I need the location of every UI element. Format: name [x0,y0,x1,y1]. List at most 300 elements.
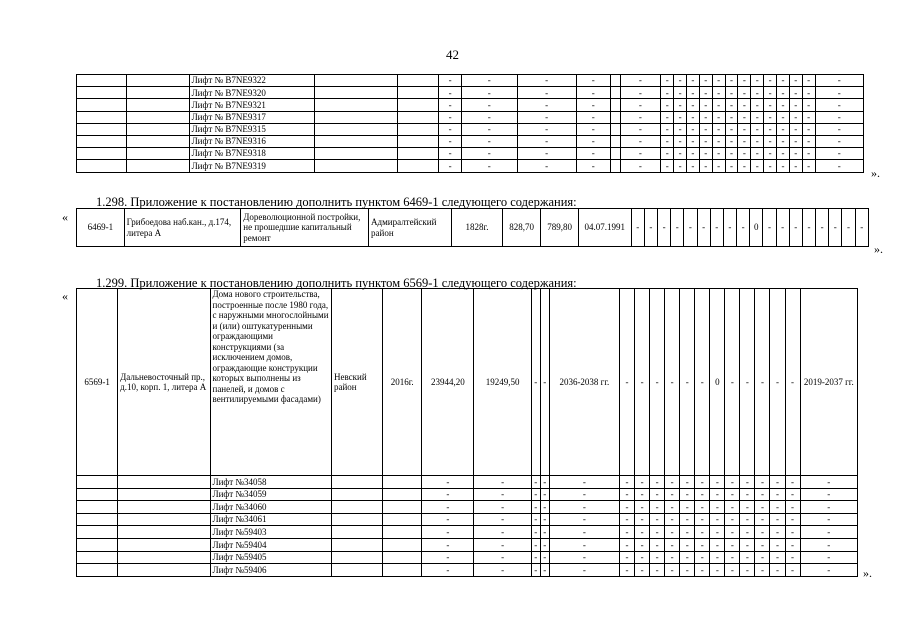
dash-cell: - [695,564,710,577]
dash-cell: - [474,501,531,514]
empty-cell [397,87,439,99]
empty-cell [127,99,189,111]
dash-cell: - [687,160,700,172]
district: Невский район [331,289,382,476]
dash-cell: - [540,501,549,514]
dash-cell: - [738,123,751,135]
dash-cell: - [661,148,674,160]
dash-cell: - [695,488,710,501]
elevator-row [77,123,864,135]
dash-cell: - [738,111,751,123]
empty-cell [315,135,398,147]
dash-cell: - [777,99,790,111]
empty-cell [77,513,118,526]
empty-cell [397,99,439,111]
dash-cell: - [680,476,695,489]
dash-cell: - [650,488,665,501]
dash-cell: - [671,209,684,247]
dash-cell: - [755,564,770,577]
dash-cell: - [650,526,665,539]
dash-cell: - [740,513,755,526]
elevator-label: Лифт №34059 [210,488,331,501]
empty-cell [118,538,210,551]
empty-cell [118,488,210,501]
empty-cell [77,476,118,489]
record-table-6469 [76,208,869,247]
dash-cell: - [712,75,725,87]
dash-cell: - [764,135,777,147]
elevator-row [77,564,858,577]
area-living: 789,80 [541,209,579,247]
dash-cell: - [789,123,802,135]
dash-cell: - [650,476,665,489]
dash-cell: - [755,488,770,501]
dash-cell: - [665,551,680,564]
dash-cell: - [680,538,695,551]
dash-cell: - [785,538,800,551]
dash-cell: - [738,87,751,99]
dash-cell: - [665,538,680,551]
dash-cell: - [842,209,855,247]
empty-cell [118,551,210,564]
dash-cell: - [725,501,740,514]
elevator-label: Лифт № B7NE9322 [189,75,314,87]
empty-cell [118,513,210,526]
dash-cell: - [540,538,549,551]
elevator-row [77,476,858,489]
dash-cell: - [620,148,661,160]
dash-cell: - [725,99,738,111]
dash-cell: - [710,209,723,247]
elevator-row [77,551,858,564]
dash-cell: - [755,289,770,476]
dash-cell: - [661,75,674,87]
dash-cell: - [620,75,661,87]
dash-cell: - [687,148,700,160]
dash-cell: - [439,87,462,99]
dash-cell: - [712,135,725,147]
dash-cell: - [674,135,687,147]
empty-cell [118,564,210,577]
elevator-row [77,135,864,147]
dash-cell: - [785,476,800,489]
dash-cell: - [725,123,738,135]
dash-cell: - [789,75,802,87]
dash-cell: - [674,160,687,172]
dash-cell: - [439,75,462,87]
elevator-row [77,87,864,99]
dash-cell: - [644,209,657,247]
dash-cell: - [620,123,661,135]
dash-cell: - [661,135,674,147]
dash-cell: - [531,488,540,501]
dash-cell: - [684,209,697,247]
close-quote-top: ». [871,166,880,180]
dash-cell: - [461,135,517,147]
empty-cell [315,111,398,123]
dash-cell: - [710,551,725,564]
row-number: 6569-1 [77,289,118,476]
empty-cell [331,513,382,526]
empty-cell [610,111,620,123]
dash-cell: - [710,526,725,539]
dash-cell: - [710,538,725,551]
dash-cell: - [620,160,661,172]
dash-cell: - [695,513,710,526]
dash-cell: - [777,87,790,99]
dash-cell: - [576,160,610,172]
dash-cell: - [635,564,650,577]
dash-cell: - [620,87,661,99]
empty-cell [331,564,382,577]
dash-cell: - [740,551,755,564]
dash-cell: - [620,513,635,526]
dash-cell: - [531,526,540,539]
empty-cell [397,148,439,160]
dash-cell: - [800,551,857,564]
empty-cell [77,538,118,551]
dash-cell: - [815,123,863,135]
dash-cell: - [661,160,674,172]
dash-cell: - [829,209,842,247]
empty-cell [383,488,422,501]
dash-cell: - [789,135,802,147]
repair-period-1: 2036-2038 гг. [549,289,619,476]
dash-cell: - [725,289,740,476]
dash-cell: - [738,99,751,111]
dash-cell: - [635,551,650,564]
dash-cell: - [517,99,576,111]
dash-cell: - [712,87,725,99]
dash-cell: - [712,160,725,172]
dash-cell: - [461,111,517,123]
dash-cell: - [815,148,863,160]
dash-cell: - [531,564,540,577]
dash-cell: - [764,148,777,160]
dash-cell: - [751,123,764,135]
dash-cell: - [789,87,802,99]
empty-cell [397,111,439,123]
dash-cell: - [740,289,755,476]
empty-cell [77,87,127,99]
dash-cell: - [650,551,665,564]
district: Адмиралтейский район [369,209,452,247]
dash-cell: - [674,148,687,160]
dash-cell: - [699,99,712,111]
close-quote-6469: ». [874,242,883,256]
empty-cell [127,87,189,99]
elevator-label: Лифт № B7NE9318 [189,148,314,160]
dash-cell: - [710,476,725,489]
dash-cell: - [755,513,770,526]
dash-cell: - [699,87,712,99]
dash-cell: - [576,111,610,123]
dash-cell: - [712,123,725,135]
dash-cell: - [815,135,863,147]
dash-cell: - [710,488,725,501]
dash-cell: - [549,513,619,526]
dash-cell: - [725,148,738,160]
dash-cell: - [461,87,517,99]
dash-cell: - [474,551,531,564]
dash-cell: - [474,526,531,539]
dash-cell: - [802,75,815,87]
dash-cell: - [725,551,740,564]
elevator-label: Лифт №59404 [210,538,331,551]
dash-cell: - [422,526,474,539]
dash-cell: - [712,111,725,123]
dash-cell: - [549,501,619,514]
dash-cell: - [802,99,815,111]
dash-cell: - [764,75,777,87]
dash-cell: - [738,135,751,147]
dash-cell: - [540,526,549,539]
empty-cell [77,99,127,111]
dash-cell: - [725,87,738,99]
dash-cell: - [800,526,857,539]
dash-cell: - [751,111,764,123]
dash-cell: - [650,513,665,526]
dash-cell: - [680,501,695,514]
dash-cell: - [422,551,474,564]
dash-cell: - [665,289,680,476]
dash-cell: - [710,564,725,577]
dash-cell: - [531,476,540,489]
dash-cell: - [785,501,800,514]
dash-cell: - [540,476,549,489]
dash-cell: - [576,87,610,99]
empty-cell [127,135,189,147]
dash-cell: - [695,501,710,514]
empty-cell [118,501,210,514]
dash-cell: - [661,99,674,111]
empty-cell [331,501,382,514]
elevator-label: Лифт №34060 [210,501,331,514]
empty-cell [610,148,620,160]
building-type: Дома нового строительства, построенные после 1980 года, с наружными многослойными и (или) оштукатуренными ограждающими конструкциями (за исключением домов, ограждающие конструкции которых выполнены из панелей, и домов с вентилируемыми фасадами) [210,289,331,476]
dash-cell: - [549,526,619,539]
dash-cell: - [751,148,764,160]
dash-cell: - [785,526,800,539]
elevator-row [77,148,864,160]
dash-cell: - [517,75,576,87]
dash-cell: - [755,538,770,551]
dash-cell: - [650,564,665,577]
empty-cell [118,476,210,489]
dash-cell: - [785,289,800,476]
empty-cell [383,501,422,514]
open-quote-6469: « [62,210,68,224]
empty-cell [315,99,398,111]
empty-cell [383,476,422,489]
dash-cell: - [712,99,725,111]
open-quote-6569: « [62,289,68,303]
elevator-label: Лифт №34058 [210,476,331,489]
empty-cell [397,75,439,87]
dash-cell: - [540,513,549,526]
dash-cell: - [740,538,755,551]
dash-cell: - [680,488,695,501]
dash-cell: - [635,501,650,514]
dash-cell: - [665,513,680,526]
dash-cell: - [635,476,650,489]
empty-cell [127,111,189,123]
dash-cell: - [674,75,687,87]
dash-cell: - [620,526,635,539]
dash-cell: - [770,488,785,501]
dash-cell: - [620,564,635,577]
dash-cell: - [777,123,790,135]
dash-cell: - [815,160,863,172]
dash-cell: - [576,148,610,160]
elevator-label: Лифт №59406 [210,564,331,577]
dash-cell: - [725,476,740,489]
dash-cell: - [740,564,755,577]
dash-cell: - [474,538,531,551]
dash-cell: - [439,135,462,147]
dash-cell: - [439,123,462,135]
dash-cell: - [815,75,863,87]
dash-cell: - [549,538,619,551]
dash-cell: - [800,501,857,514]
elevator-table-top [76,74,864,173]
dash-cell: - [770,476,785,489]
dash-cell: - [777,135,790,147]
dash-cell: - [620,488,635,501]
date: 04.07.1991 [578,209,631,247]
dash-cell: - [531,538,540,551]
dash-cell: - [776,209,789,247]
dash-cell: - [674,87,687,99]
empty-cell [315,123,398,135]
record-table-6569 [76,288,858,577]
dash-cell: - [422,476,474,489]
dash-cell: - [725,160,738,172]
dash-cell: - [770,513,785,526]
empty-cell [77,551,118,564]
empty-cell [77,526,118,539]
dash-cell: - [789,160,802,172]
dash-cell: - [710,513,725,526]
dash-cell: - [723,209,736,247]
dash-cell: - [620,111,661,123]
dash-cell: - [517,160,576,172]
dash-cell: - [770,501,785,514]
empty-cell [127,160,189,172]
dash-cell: - [474,488,531,501]
empty-cell [383,564,422,577]
empty-cell [331,488,382,501]
elevator-row [77,111,864,123]
dash-cell: - [725,488,740,501]
dash-cell: - [815,87,863,99]
dash-cell: - [695,526,710,539]
dash-cell: - [751,99,764,111]
dash-cell: - [770,538,785,551]
dash-cell: - [517,123,576,135]
empty-cell [315,75,398,87]
dash-cell: - [755,501,770,514]
heading-1299: 1.299. Приложение к постановлению дополнить пунктом 6569-1 следующего содержания: [96,276,577,290]
dash-cell: - [687,135,700,147]
dash-cell: - [770,564,785,577]
dash-cell: - [777,148,790,160]
dash-cell: - [777,75,790,87]
dash-cell: - [517,87,576,99]
zero-cell: 0 [750,209,763,247]
dash-cell: - [422,488,474,501]
dash-cell: - [764,160,777,172]
dash-cell: - [531,289,540,476]
empty-cell [331,538,382,551]
area-total: 23944,20 [422,289,474,476]
dash-cell: - [751,160,764,172]
dash-cell: - [635,488,650,501]
dash-cell: - [699,111,712,123]
empty-cell [77,135,127,147]
dash-cell: - [802,209,815,247]
dash-cell: - [815,99,863,111]
dash-cell: - [785,513,800,526]
dash-cell: - [789,111,802,123]
empty-cell [610,123,620,135]
dash-cell: - [474,476,531,489]
dash-cell: - [680,513,695,526]
dash-cell: - [802,148,815,160]
dash-cell: - [620,501,635,514]
dash-cell: - [764,123,777,135]
dash-cell: - [661,87,674,99]
elevator-row [77,513,858,526]
empty-cell [77,148,127,160]
dash-cell: - [855,209,868,247]
dash-cell: - [725,75,738,87]
dash-cell: - [699,75,712,87]
empty-cell [77,160,127,172]
dash-cell: - [770,551,785,564]
dash-cell: - [815,111,863,123]
dash-cell: - [687,87,700,99]
empty-cell [610,135,620,147]
dash-cell: - [576,99,610,111]
empty-cell [77,564,118,577]
elevator-label: Лифт № B7NE9320 [189,87,314,99]
dash-cell: - [635,538,650,551]
dash-cell: - [665,488,680,501]
dash-cell: - [755,476,770,489]
area-total: 828,70 [502,209,541,247]
dash-cell: - [474,513,531,526]
empty-cell [331,551,382,564]
dash-cell: - [665,476,680,489]
elevator-label: Лифт № B7NE9315 [189,123,314,135]
dash-cell: - [764,111,777,123]
dash-cell: - [461,160,517,172]
dash-cell: - [755,526,770,539]
empty-cell [610,87,620,99]
empty-cell [127,123,189,135]
area-living: 19249,50 [474,289,531,476]
elevator-row [77,501,858,514]
dash-cell: - [725,111,738,123]
dash-cell: - [770,289,785,476]
dash-cell: - [540,488,549,501]
dash-cell: - [695,538,710,551]
dash-cell: - [695,476,710,489]
dash-cell: - [785,564,800,577]
empty-cell [610,75,620,87]
dash-cell: - [738,148,751,160]
